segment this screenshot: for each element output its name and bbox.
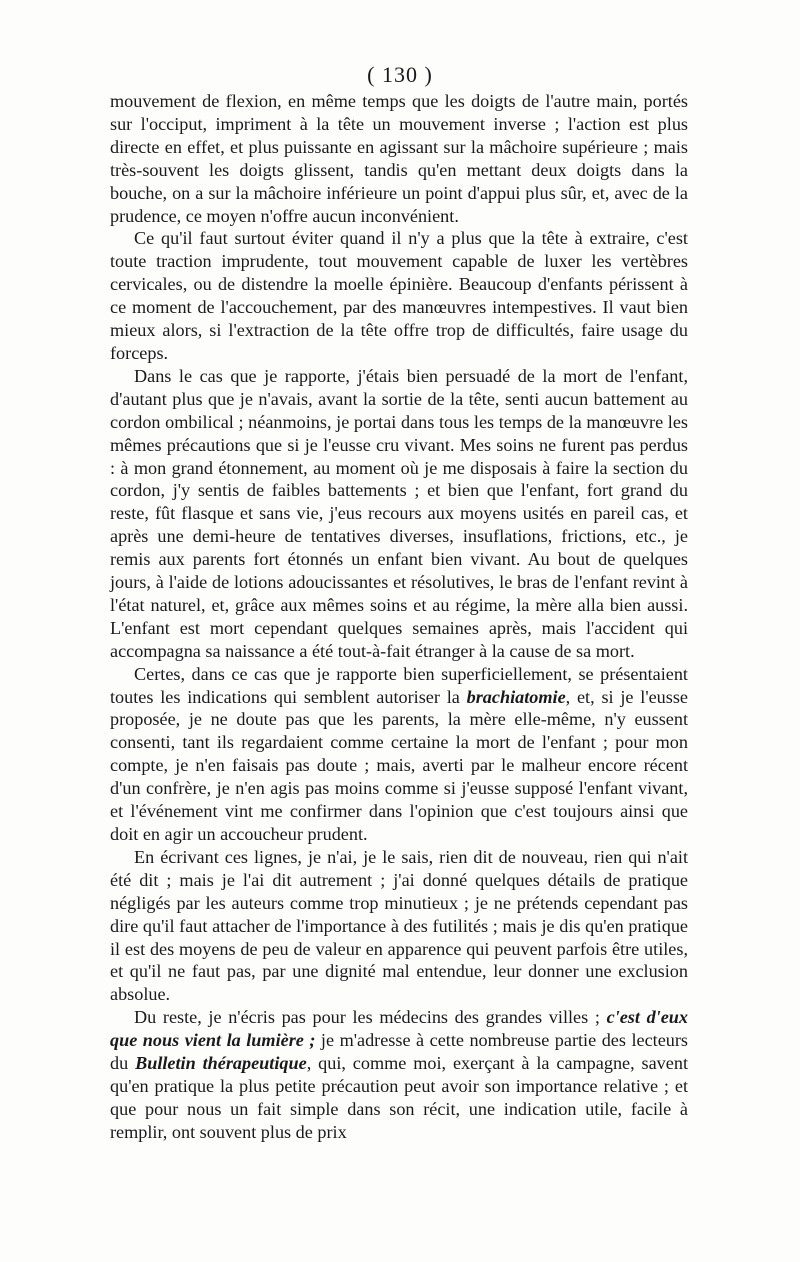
italic-title: Bulletin thérapeutique [135,1053,307,1074]
paragraph [110,1006,688,1143]
paragraph [110,90,688,227]
paragraph-text: En écrivant ces lignes, je n'ai, je le sais, rien dit de nouveau, rien qui n'ait été dit ; mais je l'ai dit autrement ; j'ai donné quelques détails de pratique négligés par les auteurs comme trop minutieux ; je ne prétends cependant pas dire qu'il faut attacher de l'importance à des futilités ; mais je dis qu'en pratique il est des moyens de peu de valeur en apparence qui peuvent parfois être utiles, et qu'il ne faut pas, par une dignité mal entendue, leur donner une exclusion absolue. [110,846,688,1005]
italic-term: brachiatomie [466,686,566,707]
paragraph-text: Certes, dans ce cas que je rapporte bien superficiellement, se présentaient toutes les indications qui semblent autoriser la [110,663,688,707]
italic-phrase: c'est d'eux que nous vient la lumière ; [110,1007,688,1051]
paragraph-text: Dans le cas que je rapporte, j'étais bien persuadé de la mort de l'enfant, d'autant plus que je n'avais, avant la sortie de la tête, senti aucun battement au cordon ombilical ; néanmoins, je portai dans tous les temps de la manœuvre les mêmes précautions que si je l'eusse cru vivant. Mes soins ne furent pas perdus : à mon grand étonnement, au moment où je me disposais à faire la section du cordon, j'y sentis de faibles battements ; et bien que l'enfant, fort grand du reste, fût flasque et sans vie, j'eus recours aux moyens usités en pareil cas, et après une demi-heure de tentatives diverses, insuflations, frictions, etc., je remis aux parents fort étonnés un enfant bien vivant. Au bout de quelques jours, à l'aide de lotions adoucissantes et résolutives, le bras de l'enfant revint à l'état naturel, et, grâce aux mêmes soins et au régime, la mère alla bien aussi. L'enfant est mort cependant quelques semaines après, mais l'accident qui accompagna sa naissance a été tout-à-fait étranger à la cause de sa mort. [110,365,688,661]
paragraph-text: je m'adresse à cette nombreuse partie des lecteurs du [110,1030,689,1074]
paragraph [110,365,688,663]
paragraph-text: Ce qu'il faut surtout éviter quand il n'y a plus que la tête à extraire, c'est toute traction imprudente, tout mouvement capable de luxer les vertèbres cervicales, ou de distendre la moelle épinière. Beaucoup d'enfants périssent à ce moment de l'accouchement, par des manœuvres intempestives. Il vaut bien mieux alors, si l'extraction de la tête offre trop de difficultés, faire usage du forceps. [110,228,688,363]
paragraph-text: , qui, comme moi, exerçant à la campagne, savent qu'en pratique la plus petite précaution peut avoir son importance relative ; et que pour nous un fait simple dans son récit, une indication utile, facile à remplir, ont souvent plus de prix [110,1053,688,1142]
paragraph-text: Du reste, je n'écris pas pour les médecins des grandes villes ; [134,1007,607,1028]
page-number: ( 130 ) [367,62,433,87]
paragraph [110,227,688,364]
paragraph [110,663,688,846]
body-text [110,90,688,1144]
paragraph [110,846,688,1006]
paragraph-text: mouvement de flexion, en même temps que les doigts de l'autre main, portés sur l'occiput, impriment à la tête un mouvement inverse ; l'action est plus directe en effet, et plus puissante en agissant sur la mâchoire supérieure ; mais très-souvent les doigts glissent, tandis qu'en mettant deux doigts dans la bouche, on a sur la mâchoire inférieure un point d'appui plus sûr, et, avec de la prudence, ce moyen n'offre aucun inconvénient. [110,91,688,226]
paragraph-text: , et, si je l'eusse proposée, je ne doute pas que les parents, la mère elle-même, n'y eussent consenti, tant ils regardaient comme certaine la mort de l'enfant ; pour mon compte, je n'en faisais pas doute ; mais, averti par le malheur encore récent d'un confrère, je n'en agis pas moins comme si j'eusse supposé l'enfant vivant, et l'événement vint me confirmer dans l'opinion que c'est toujours ainsi que doit en agir un accoucheur prudent. [110,686,688,844]
